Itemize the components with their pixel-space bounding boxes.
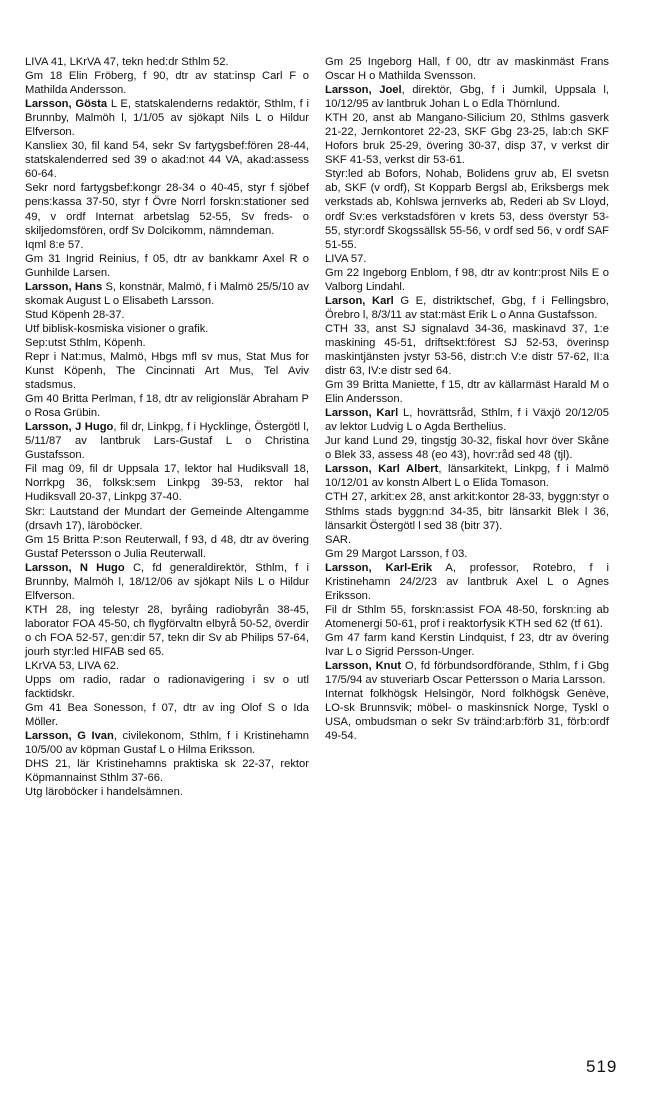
entry-larsson-n-hugo — [25, 561, 309, 730]
entry-intro-text: S, konstnär, Malmö, f i Malmö 25/5/10 av skomak August L o Elisabeth Larsson. — [25, 280, 309, 307]
entry-larsson-knut — [325, 659, 609, 743]
text-line: Fil dr Sthlm 55, forskn:assist FOA 48-50, forskn:ing ab Atomenergi 50-61, prof i reaktorfysik KTH sed 62 (tf 61). — [325, 603, 609, 630]
text-line: DHS 21, lär Kristinehamns praktiska sk 22-37, rektor Köpmannainst Sthlm 37-66. — [25, 758, 309, 785]
entry-intro-text: , länsarkitekt, Linkpg, f i Malmö 10/12/01 av konstn Albert L o Elida Tomason. — [325, 463, 609, 490]
page-number: 519 — [586, 1057, 618, 1076]
entry-name: Larsson, Knut — [325, 660, 402, 673]
entry-larson-karl — [325, 294, 609, 406]
text-line: LIVA 41, LKrVA 47, tekn hed:dr Sthlm 52. — [25, 56, 229, 68]
entry-larsson-karl — [325, 406, 609, 462]
entry-first-line — [325, 294, 609, 322]
text-line: Gm 25 Ingeborg Hall, f 00, dtr av maskinmäst Frans Oscar H o Mathilda Svensson. — [325, 56, 609, 83]
entry-name: Larsson, G Ivan — [25, 730, 114, 743]
entry-intro-text: L E, statskalenderns redaktör, Sthlm, f i Brunnby, Malmöh l, 1/1/05 av sjökapt Nils L o Hildur Elfverson. — [25, 98, 309, 139]
entry-larsson-j-hugo — [25, 420, 309, 560]
text-line: LIVA 57. — [325, 252, 367, 265]
entry-intro-text: C, fd generaldirektör, Sthlm, f i Brunnby, Malmöh l, 18/12/06 av sjökapt Nils L o Hildur Elfverson. — [25, 561, 309, 602]
entry-name: Larsson, Karl Albert — [325, 463, 439, 476]
entry-first-line — [25, 561, 309, 603]
entry-first-line — [325, 406, 609, 434]
entry-larsson-g-ivan — [25, 729, 309, 799]
text-line: Upps om radio, radar o radionavigering i sv o utl facktidskr. — [25, 674, 309, 701]
text-line: Gm 41 Bea Sonesson, f 07, dtr av ing Olof S o Ida Möller. — [25, 702, 309, 729]
text-line: Fil mag 09, fil dr Uppsala 17, lektor hal Hudiksvall 18, Norrkpg 36, folksk:sem Linkpg 39-53, rektor hal Hudiksvall 20-37, Linkpg 37-40. — [25, 463, 309, 504]
text-line: Gm 15 Britta P:son Reuterwall, f 93, d 48, dtr av övering Gustaf Petersson o Julia Reuterwall. — [25, 533, 309, 560]
entry-first-line — [25, 280, 309, 308]
text-line: Utf biblisk-kosmiska visioner o grafik. — [25, 322, 209, 335]
entry-intro — [25, 55, 309, 97]
entry-name: Larsson, Gösta — [25, 98, 108, 111]
text-line: Styr:led ab Bofors, Nohab, Bolidens gruv ab, El svetsn ab, SKF (v ordf), St Kopparb Bergsl ab, Eriksbergs mek verkstads ab, Kohlswa jernverks ab, Rederi ab Sv Lloyd, ordf Sv:es verkstadsfören v krets 53, dess överstyr 53-55, styr:ordf Skogssällsk 55-56, v ordf sed 56, v ordf SAF 51-55. — [325, 168, 609, 251]
text-line: Gm 29 Margot Larsson, f 03. — [325, 547, 468, 560]
text-line: Repr i Nat:mus, Malmö, Hbgs mfl sv mus, Stat Mus for Kunst Köpenh, The Cincinnati Art Mus, Tel Aviv stadsmus. — [25, 350, 309, 392]
entry-name: Larsson, J Hugo — [25, 421, 114, 434]
text-line: Utg läroböcker i handelsämnen. — [25, 786, 183, 799]
entry-name: Larson, Karl — [325, 294, 394, 307]
entry-intro-text: , fil dr, Linkpg, f i Hycklinge, Östergötl l, 5/11/87 av lantbruk Lars-Gustaf L o Christina Gustafsson. — [25, 421, 309, 462]
text-line: CTH 33, anst SJ signalavd 34-36, maskinavd 37, 1:e maskining 45-51, driftsekt:förest SJ 52-53, överinsp maskintjänsten jvstyr 53-56, distr:ch V:e distr 57-62, II:a distr 63, IV:e distr sed 64. — [325, 322, 609, 378]
entry-name: Larsson, Joel — [325, 84, 402, 97]
entry-first-line — [325, 659, 609, 687]
text-line: CTH 27, arkit:ex 28, anst arkit:kontor 28-33, byggn:styr o Sthlms stads byggn:nd 34-35, bitr länsarkit Blek l 36, länsarkit Östergötl l sed 38 (bitr 37). — [325, 491, 609, 532]
text-line: Sekr nord fartygsbef:kongr 28-34 o 40-45, styr f sjöbef pens:kassa 37-50, styr f Övre Norrl forskn:stationer sed 49, v ordf Internat arbetslag 52-55, Sv freds- o skiljedomsfören, ordf Sv Dolcikomm, nämndeman. — [25, 182, 309, 237]
text-line: KTH 20, anst ab Mangano-Silicium 20, Sthlms gasverk 21-22, Jernkontoret 22-23, SKF Gbg 23-25, lab:ch SKF Hofors bruk 25-29, övering 30-37, disp 37, v verkst dir SKF 41-53, verkst dir 53-61. — [325, 112, 609, 167]
text-line: KTH 28, ing telestyr 28, byråing radiobyrån 38-45, laborator FOA 45-50, ch flygförvaltn elbyrå 50-52, överdir o ch FOA 52-57, gen:dir 57, tekn dir Sv ab Philips 57-64, jourh styr:led HIFAB sed 65. — [25, 603, 309, 658]
text-line: SAR. — [325, 533, 352, 546]
right-column — [325, 55, 609, 743]
text-line: Kansliex 30, fil kand 54, sekr Sv fartygsbef:fören 28-44, statskalenderred sed 39 o akad:not 44 VA, akad:assess 60-64. — [25, 140, 309, 181]
entry-larsson-joel — [325, 83, 609, 294]
entry-name: Larsson, Karl — [325, 407, 399, 420]
text-line: Gm 47 farm kand Kerstin Lindquist, f 23, dtr av övering Ivar L o Sigrid Persson-Unger. — [325, 631, 609, 658]
entry-first-line — [325, 83, 609, 111]
text-line: Gm 31 Ingrid Reinius, f 05, dtr av bankkamr Axel R o Gunhilde Larsen. — [25, 252, 309, 279]
entry-name: Larsson, N Hugo — [25, 561, 125, 574]
entry-intro-text: O, fd förbundsordförande, Sthlm, f i Gbg 17/5/94 av stuveriarb Oscar Pettersson o Maria Larsson. — [325, 660, 609, 687]
text-line: Iqml 8:e 57. — [25, 238, 84, 251]
text-line: Gm 18 Elin Fröberg, f 90, dtr av stat:insp Carl F o Mathilda Andersson. — [25, 70, 309, 97]
entry-larsson-karl-albert — [325, 462, 609, 560]
entry-first-line — [25, 420, 309, 462]
entry-intro-text: G E, distriktschef, Gbg, f i Fellingsbro, Örebro l, 8/3/11 av stat:mäst Erik L o Anna Gustafsson. — [325, 294, 609, 321]
entry-name: Larsson, Karl-Erik — [325, 561, 433, 574]
entry-first-line — [25, 729, 309, 757]
entry-first-line — [25, 97, 309, 139]
text-line: Gm 22 Ingeborg Enblom, f 98, dtr av kontr:prost Nils E o Valborg Lindahl. — [325, 266, 609, 293]
entry-larsson-hans — [25, 280, 309, 420]
text-line: LKrVA 53, LIVA 62. — [25, 660, 120, 673]
text-line: Gm 40 Britta Perlman, f 18, dtr av religionslär Abraham P o Rosa Grübin. — [25, 393, 309, 420]
entry-intro-text: , civilekonom, Sthlm, f i Kristinehamn 10/5/00 av köpman Gustaf L o Hilma Eriksson. — [25, 730, 309, 757]
text-line: Internat folkhögsk Helsingör, Nord folkhögsk Genève, LO-sk Brunnsvik; möbel- o maskinsnick Norge, Tyskl o USA, ombudsman o sekr Sv träind:arb:förb 31, förb:ordf 49-54. — [325, 688, 609, 743]
text-line: Sep:utst Sthlm, Köpenh. — [25, 336, 146, 349]
entry-intro-text: A, professor, Rotebro, f i Kristinehamn 24/2/23 av lantbruk Axel L o Agnes Eriksson. — [325, 561, 609, 602]
entry-first-line — [325, 561, 609, 603]
text-line: Jur kand Lund 29, tingstjg 30-32, fiskal hovr över Skåne o Blek 33, assess 48 (eo 43), hovr:råd sed 48 (tjl). — [325, 435, 609, 462]
entry-intro-text: , direktör, Gbg, f i Jumkil, Uppsala l, 10/12/95 av lantbruk Johan L o Edla Thörnlund. — [325, 84, 609, 111]
text-line: Gm 39 Britta Maniette, f 15, dtr av källarmäst Harald M o Elin Andersson. — [325, 379, 609, 406]
entry-intro-text: L, hovrättsråd, Sthlm, f i Växjö 20/12/05 av lektor Ludvig L o Agda Berthelius. — [325, 407, 609, 434]
text-line: Skr: Lautstand der Mundart der Gemeinde Altengamme (drsavh 17), läroböcker. — [25, 505, 309, 532]
left-column — [25, 55, 309, 799]
text-line: Stud Köpenh 28-37. — [25, 308, 125, 321]
entry-first-line — [325, 462, 609, 490]
entry-name: Larsson, Hans — [25, 280, 103, 293]
entry-continued — [325, 55, 609, 83]
entry-larsson-karl-erik — [325, 561, 609, 659]
entry-larsson-gosta — [25, 97, 309, 280]
